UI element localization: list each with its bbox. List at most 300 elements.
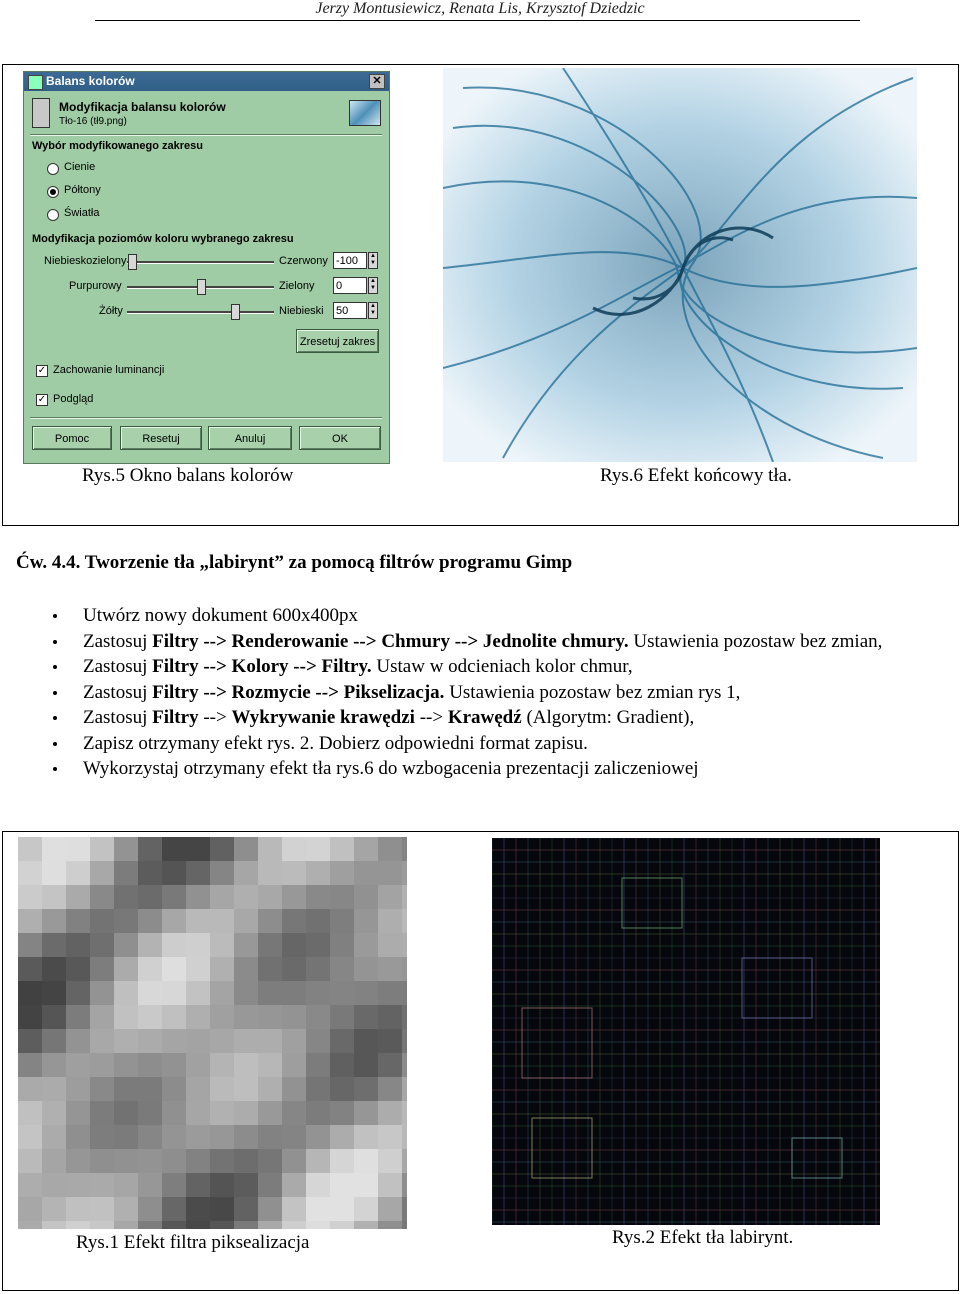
pixel-block: [354, 1029, 378, 1053]
pixel-block: [186, 1221, 210, 1229]
pixel-block: [306, 1149, 330, 1173]
pixel-block: [234, 861, 258, 885]
pixel-block: [210, 861, 234, 885]
pixel-block: [162, 1053, 186, 1077]
pixel-block: [114, 1005, 138, 1029]
pixel-block: [330, 933, 354, 957]
pixel-block: [282, 981, 306, 1005]
pixel-block: [354, 1197, 378, 1221]
slider-magenta-label: Purpurowy: [69, 280, 122, 292]
pixel-block: [162, 957, 186, 981]
pixel-block: [186, 861, 210, 885]
pixel-block: [402, 837, 407, 861]
step-3-menu-path: Filtry --> Kolory --> Filtry.: [152, 656, 372, 677]
step-6-text: Zapisz otrzymany efekt rys. 2. Dobierz odpowiedni format zapisu.: [83, 732, 588, 754]
pixel-block: [282, 1221, 306, 1229]
range-group-title: Wybór modyfikowanego zakresu: [32, 140, 203, 152]
preview-label: Podgląd: [53, 393, 94, 405]
pixel-block: [378, 1221, 402, 1229]
pixel-block: [210, 1005, 234, 1029]
pixel-block: [186, 909, 210, 933]
pixel-block: [402, 1197, 407, 1221]
pixel-block: [18, 1125, 42, 1149]
pixel-block: [354, 981, 378, 1005]
preserve-luminosity-label: Zachowanie luminancji: [53, 364, 165, 376]
pixel-block: [306, 1197, 330, 1221]
pixel-block: [42, 1173, 66, 1197]
pixel-block: [258, 957, 282, 981]
pixel-block: [306, 957, 330, 981]
list-item: [83, 731, 883, 757]
slider-yellow-blue-thumb[interactable]: [231, 304, 240, 320]
pixel-block: [186, 1197, 210, 1221]
pixel-block: [114, 837, 138, 861]
step-5-filters: Filtry: [152, 707, 199, 728]
pixel-block: [90, 957, 114, 981]
help-button[interactable]: Pomoc: [32, 426, 112, 450]
pixel-block: [282, 1077, 306, 1101]
pixel-block: [186, 1125, 210, 1149]
pixel-block: [234, 933, 258, 957]
pixel-block: [330, 1077, 354, 1101]
pixel-block: [18, 957, 42, 981]
pixel-block: [114, 1221, 138, 1229]
pixel-block: [234, 909, 258, 933]
reset-range-button[interactable]: Zresetuj zakres: [296, 329, 379, 353]
step-5-arrow-2: -->: [414, 707, 448, 728]
pixel-block: [114, 981, 138, 1005]
pixel-block: [66, 1173, 90, 1197]
pixel-block: [90, 1149, 114, 1173]
pixel-block: [378, 1197, 402, 1221]
yellow-blue-value-field[interactable]: 50: [333, 302, 367, 319]
pixel-block: [330, 837, 354, 861]
pixel-block: [306, 981, 330, 1005]
pixel-block: [354, 1005, 378, 1029]
maze-square: [742, 958, 812, 1018]
pixel-block: [210, 1101, 234, 1125]
list-item: [83, 680, 883, 706]
pixel-block: [282, 885, 306, 909]
pixel-block: [258, 933, 282, 957]
pixel-block: [42, 933, 66, 957]
pixel-block: [378, 957, 402, 981]
slider-cyan-red-thumb[interactable]: [128, 254, 137, 270]
pixel-block: [354, 1053, 378, 1077]
pixel-block: [402, 981, 407, 1005]
pixel-block: [378, 885, 402, 909]
pixel-block: [378, 1149, 402, 1173]
pixel-block: [42, 909, 66, 933]
pixel-block: [234, 1053, 258, 1077]
pixel-block: [90, 933, 114, 957]
pixel-block: [66, 909, 90, 933]
pixel-block: [234, 1221, 258, 1229]
pixel-block: [186, 1101, 210, 1125]
pixel-block: [66, 1053, 90, 1077]
slider-blue-label: Niebieski: [279, 305, 324, 317]
pixel-block: [378, 981, 402, 1005]
pixel-block: [330, 1221, 354, 1229]
pixel-block: [18, 933, 42, 957]
pixel-block: [66, 981, 90, 1005]
exercise-steps-list: [83, 603, 883, 782]
magenta-green-spin-button[interactable]: ▲ ▼: [368, 277, 378, 294]
pixel-block: [18, 1173, 42, 1197]
pixel-block: [66, 1221, 90, 1229]
cyan-red-spin-button[interactable]: ▲ ▼: [368, 252, 378, 269]
pixel-block: [282, 861, 306, 885]
exercise-title: Ćw. 4.4. Tworzenie tła „labirynt” za pomocą filtrów programu Gimp: [16, 552, 573, 573]
pixel-block: [330, 861, 354, 885]
pixel-block: [378, 1173, 402, 1197]
pixel-block: [114, 1149, 138, 1173]
pixel-block: [354, 1101, 378, 1125]
pixel-block: [258, 1005, 282, 1029]
pixel-block: [90, 1053, 114, 1077]
pixel-block: [138, 1101, 162, 1125]
pixel-block: [186, 1005, 210, 1029]
figure-caption-rys2: Rys.2 Efekt tła labirynt.: [612, 1227, 794, 1248]
pixel-block: [90, 1077, 114, 1101]
pixel-block: [90, 1005, 114, 1029]
pixel-block: [18, 1077, 42, 1101]
pixel-block: [306, 885, 330, 909]
pixel-block: [306, 1077, 330, 1101]
pixel-block: [18, 1053, 42, 1077]
dialog-subheading: Tło-16 (tł9.png): [59, 116, 127, 127]
pixel-block: [186, 1053, 210, 1077]
pixel-block: [306, 837, 330, 861]
pixel-block: [282, 1197, 306, 1221]
pixel-block: [90, 885, 114, 909]
pixel-block: [90, 1197, 114, 1221]
pixel-block: [378, 909, 402, 933]
preview-checkbox[interactable]: ✓: [37, 394, 47, 405]
yellow-blue-spin-button[interactable]: ▲ ▼: [368, 302, 378, 319]
pixel-block: [402, 1053, 407, 1077]
radio-midtones[interactable]: [47, 186, 59, 198]
pixel-block: [162, 837, 186, 861]
pixel-block: [282, 1149, 306, 1173]
pixel-block: [330, 1053, 354, 1077]
pixel-block: [354, 909, 378, 933]
pixel-block: [354, 885, 378, 909]
pixel-block: [186, 1029, 210, 1053]
pixel-block: [282, 1173, 306, 1197]
pixel-block: [66, 1005, 90, 1029]
pixel-block: [234, 837, 258, 861]
step-4-text-b: Ustawienia pozostaw bez zmian rys 1,: [444, 681, 741, 703]
pixel-block: [258, 861, 282, 885]
step-5-text-a: Zastosuj: [83, 707, 153, 728]
pixel-block: [90, 1101, 114, 1125]
pixel-block: [66, 1125, 90, 1149]
pixel-block: [42, 1149, 66, 1173]
preserve-luminosity-checkbox[interactable]: ✓: [37, 365, 47, 376]
pixel-block: [306, 861, 330, 885]
pixel-block: [282, 1053, 306, 1077]
pixel-block: [18, 909, 42, 933]
pixel-block: [138, 1221, 162, 1229]
list-item: [83, 629, 883, 655]
pixel-block: [330, 957, 354, 981]
pixel-block: [306, 1221, 330, 1229]
slider-yellow-blue-track[interactable]: [127, 311, 274, 314]
pixel-block: [282, 933, 306, 957]
pixel-block: [186, 1173, 210, 1197]
list-item: [83, 756, 883, 782]
pixel-block: [378, 1125, 402, 1149]
pixel-block: [234, 1149, 258, 1173]
close-icon[interactable]: ✕: [369, 74, 385, 89]
pixel-block: [114, 1197, 138, 1221]
pixel-block: [162, 1149, 186, 1173]
pixel-block: [402, 1101, 407, 1125]
pixel-block: [162, 1077, 186, 1101]
pixel-block: [18, 1029, 42, 1053]
step-5-arrow-1: -->: [198, 707, 232, 728]
pixel-block: [138, 957, 162, 981]
pixel-block: [402, 1005, 407, 1029]
pixel-block: [66, 837, 90, 861]
pixel-block: [42, 837, 66, 861]
pixel-block: [138, 1053, 162, 1077]
pixel-block: [234, 1029, 258, 1053]
pixelated-clouds-image: [18, 837, 407, 1229]
pixel-block: [258, 1125, 282, 1149]
pixel-block: [306, 1029, 330, 1053]
pixel-block: [66, 861, 90, 885]
pixel-block: [210, 837, 234, 861]
bullet-icon: [53, 614, 57, 618]
pixel-block: [330, 1173, 354, 1197]
pixel-block: [114, 909, 138, 933]
step-2-text-b: Ustawienia pozostaw bez zmian,: [628, 630, 883, 652]
pixel-block: [258, 1029, 282, 1053]
swirl-graphic: [443, 68, 917, 462]
pixel-block: [90, 981, 114, 1005]
figure-caption-rys1: Rys.1 Efekt filtra piksealizacja: [76, 1232, 310, 1253]
pixel-block: [162, 1005, 186, 1029]
pixel-block: [186, 885, 210, 909]
pixel-block: [66, 1197, 90, 1221]
pixel-block: [258, 1149, 282, 1173]
slider-magenta-green-thumb[interactable]: [197, 279, 206, 295]
pixel-block: [210, 909, 234, 933]
pixel-block: [138, 1029, 162, 1053]
pixel-block: [282, 1029, 306, 1053]
pixel-block: [90, 1173, 114, 1197]
dialog-titlebar: [24, 72, 389, 91]
step-3-text-b: Ustaw w odcieniach kolor chmur,: [371, 656, 633, 677]
pixel-block: [306, 1005, 330, 1029]
pixel-block: [378, 837, 402, 861]
pixel-block: [210, 1029, 234, 1053]
pixel-block: [18, 837, 42, 861]
pixel-block: [234, 1005, 258, 1029]
pixel-block: [306, 1101, 330, 1125]
pixel-block: [378, 861, 402, 885]
step-4-text-a: Zastosuj: [83, 681, 153, 703]
ok-button[interactable]: OK: [299, 426, 381, 450]
buttons-separator: [30, 417, 382, 419]
pixel-block: [66, 1101, 90, 1125]
pixel-block: [18, 1197, 42, 1221]
pixel-block: [258, 1101, 282, 1125]
pixel-block: [234, 957, 258, 981]
preview-thumbnail: [349, 100, 381, 126]
reset-button[interactable]: Resetuj: [120, 426, 202, 450]
step-5-edge-detect: Wykrywanie krawędzi: [231, 707, 415, 728]
pixel-block: [210, 885, 234, 909]
pixel-block: [402, 933, 407, 957]
pixel-block: [330, 1101, 354, 1125]
pixel-block: [234, 1101, 258, 1125]
authors: Jerzy Montusiewicz, Renata Lis, Krzysztof Dziedzic: [315, 0, 645, 17]
pixel-block: [402, 1221, 407, 1229]
list-item: [83, 603, 883, 629]
pixel-block: [186, 933, 210, 957]
pixel-block: [162, 885, 186, 909]
radio-midtones-label: Półtony: [64, 184, 101, 196]
pixel-block: [138, 909, 162, 933]
pixel-block: [402, 957, 407, 981]
pixel-block: [378, 933, 402, 957]
pixel-block: [18, 1149, 42, 1173]
radio-highlights[interactable]: [47, 209, 59, 221]
pixel-block: [114, 933, 138, 957]
pixel-block: [162, 1197, 186, 1221]
magenta-green-value-field[interactable]: 0: [333, 277, 367, 294]
pixel-block: [162, 981, 186, 1005]
pixel-block: [138, 933, 162, 957]
pixel-block: [210, 1197, 234, 1221]
pixel-block: [162, 1221, 186, 1229]
pixel-block: [90, 909, 114, 933]
cyan-red-value-field[interactable]: -100: [333, 252, 367, 269]
pixel-block: [114, 957, 138, 981]
pixel-block: [138, 1005, 162, 1029]
app-icon: [28, 75, 43, 90]
pixel-block: [354, 957, 378, 981]
pixel-block: [402, 1173, 407, 1197]
pixel-block: [138, 837, 162, 861]
pixel-block: [18, 885, 42, 909]
pixel-block: [330, 1149, 354, 1173]
pixel-block: [210, 1053, 234, 1077]
pixel-block: [90, 1029, 114, 1053]
pixel-block: [138, 861, 162, 885]
color-balance-dialog: [23, 71, 390, 464]
pixel-block: [354, 1173, 378, 1197]
pixel-block: [18, 861, 42, 885]
pixel-block: [306, 1053, 330, 1077]
page-header: [0, 0, 960, 18]
pixel-block: [90, 837, 114, 861]
pixel-block: [114, 1101, 138, 1125]
header-rule: [95, 20, 860, 21]
pixel-block: [210, 933, 234, 957]
pixel-block: [42, 1197, 66, 1221]
pixel-block: [354, 861, 378, 885]
radio-shadows[interactable]: [47, 163, 59, 175]
pixel-block: [42, 981, 66, 1005]
pixel-block: [306, 1125, 330, 1149]
pixel-block: [210, 1173, 234, 1197]
pixel-block: [42, 1221, 66, 1229]
pixel-block: [282, 957, 306, 981]
cancel-button[interactable]: Anuluj: [208, 426, 292, 450]
step-5-edge: Krawędź: [447, 707, 522, 728]
pixel-block: [354, 1149, 378, 1173]
pixel-block: [330, 1029, 354, 1053]
pixel-block: [330, 1125, 354, 1149]
pixel-block: [234, 1125, 258, 1149]
labyrinth-image: [492, 838, 880, 1225]
pixel-block: [66, 1077, 90, 1101]
pixel-block: [42, 1053, 66, 1077]
pixel-block: [90, 1125, 114, 1149]
pixel-block: [258, 909, 282, 933]
pixel-block: [138, 1125, 162, 1149]
pixel-block: [306, 1173, 330, 1197]
pixel-block: [258, 1173, 282, 1197]
pixel-block: [42, 1101, 66, 1125]
slider-cyan-red-track[interactable]: [127, 261, 274, 264]
pixel-block: [114, 1125, 138, 1149]
pixel-block: [282, 1005, 306, 1029]
slider-cyan-label: Niebieskozielony: [44, 255, 127, 267]
pixel-block: [402, 1125, 407, 1149]
pixel-block: [138, 1197, 162, 1221]
dialog-heading-icon: [32, 98, 50, 128]
pixel-block: [330, 981, 354, 1005]
pixel-block: [402, 885, 407, 909]
pixel-block: [138, 1077, 162, 1101]
pixel-block: [18, 1221, 42, 1229]
figure-caption-rys5: Rys.5 Okno balans kolorów: [82, 465, 294, 486]
pixel-block: [186, 837, 210, 861]
pixel-block: [282, 1125, 306, 1149]
pixel-block: [138, 1173, 162, 1197]
pixel-block: [330, 1005, 354, 1029]
pixel-block: [258, 1221, 282, 1229]
maze-square: [532, 1118, 592, 1178]
pixel-block: [330, 1197, 354, 1221]
pixel-block: [18, 981, 42, 1005]
bullet-icon: [53, 767, 57, 771]
pixel-block: [42, 885, 66, 909]
pixel-block: [354, 1221, 378, 1229]
maze-square: [792, 1138, 842, 1178]
pixel-block: [114, 861, 138, 885]
pixel-block: [138, 885, 162, 909]
list-item: [83, 654, 883, 680]
bullet-icon: [53, 742, 57, 746]
pixel-block: [42, 1077, 66, 1101]
slider-green-label: Zielony: [279, 280, 315, 292]
pixel-block: [282, 837, 306, 861]
pixel-block: [66, 957, 90, 981]
levels-group-title: Modyfikacja poziomów koloru wybranego zakresu: [32, 233, 294, 245]
pixel-block: [66, 933, 90, 957]
pixel-block: [114, 885, 138, 909]
pixel-block: [378, 1077, 402, 1101]
pixel-block: [354, 1077, 378, 1101]
step-2-menu-path: Filtry --> Renderowanie --> Chmury --> Jednolite chmury.: [152, 630, 629, 652]
pixel-block: [210, 1221, 234, 1229]
